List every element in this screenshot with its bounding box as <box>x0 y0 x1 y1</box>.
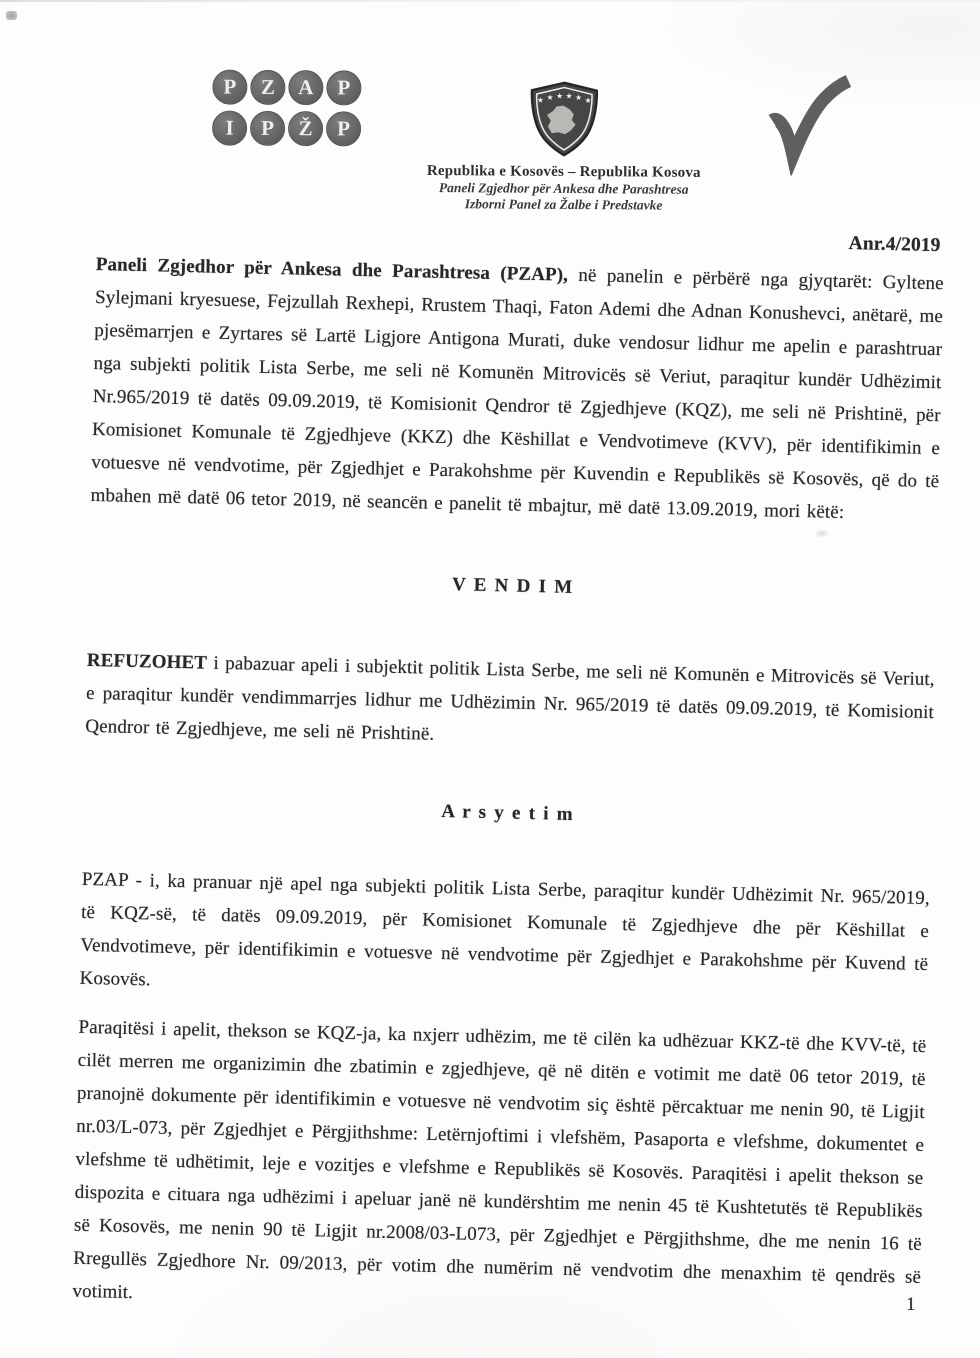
logo-letter-circle <box>212 110 247 145</box>
logo-letter-circle <box>250 70 285 105</box>
logo-letter-circle <box>288 111 323 146</box>
logo-letter: Z <box>260 74 275 99</box>
logo-letter-circle <box>250 111 285 146</box>
checkmark-icon <box>762 73 859 181</box>
reasoning-paragraph-1: PZAP - i, ka pranuar një apel nga subjekti politik Lista Serbe, paraqitur kundër Udhëzimit Nr. 965/2019, të KQZ-së, të datës 09.09.2019, për Komisionet Komunale të Zgjedhjeve dhe për Këshillat e Vendvotimeve, për identifikimin e votuesve në vendvotime për Zgjedhjet e Parakohshme për Kuvend të Kosovës. <box>79 868 930 991</box>
svg-text:★: ★ <box>565 91 573 101</box>
letterhead-panel-name-albanian: Paneli Zgjedhor për Ankesa dhe Parashtresa <box>438 180 689 197</box>
intro-paragraph-lead: Paneli Zgjedhor për Ankesa dhe Parashtresa (PZAP), <box>95 253 569 286</box>
logo-letter-circle <box>326 111 361 146</box>
logo-letter: Ž <box>298 116 313 141</box>
logo-letter: I <box>225 115 234 140</box>
letterhead-country-line: Republika e Kosovës – Republika Kosova <box>426 162 701 181</box>
logo-letter: P <box>337 116 351 141</box>
decision-paragraph-lead: REFUZOHET <box>86 649 208 674</box>
logo-letter-circle <box>326 70 361 105</box>
logo-letter-circle <box>212 69 247 104</box>
case-number: Anr.4/2019 <box>848 233 941 257</box>
logo-letter: A <box>298 75 314 100</box>
logo-letter-circle <box>288 70 323 105</box>
logo-letter: P <box>337 75 351 100</box>
intro-paragraph-text: në panelin e përbërë nga gjyqtarët: Gyltene Sylejmani kryesuese, Fejzullah Rexhepi, Rrustem Thaqi, Faton Ademi dhe Adnan Konushevci, anëtarë, me pjesëmarrjen e Zyrtares së Lartë Ligjore Antigona Murati, duke vendosur lidhur me apelin e parashtruar nga subjekti politik Lista Serbe, me seli në Komunën Mitrovicës së Veriut, paraqitur kundër Udhëzimit Nr.965/2019 të datës 09.09.2019, të Komisionit Qendror të Zgjedhjeve (KQZ), me seli në Prishtinë, për Komisionet Komunale të Zgjedhjeve (KKZ) dhe Këshillat e Vendvotimeve (KVV), për identifikimin e votuesve në vendvotime, për Zgjedhjet e Parakohshme për Kuvendin e Republikës së Kosovës, që do të mbahen më datë 06 tetor 2019, në seancën e panelit të mbajtur, më datë 13.09.2019, mori këtë: <box>90 264 944 524</box>
pzap-logo-row-1 <box>212 69 361 105</box>
page-number: 1 <box>906 1294 916 1315</box>
svg-text:★: ★ <box>584 95 592 105</box>
decision-paragraph <box>85 644 935 762</box>
svg-text:★: ★ <box>546 92 554 102</box>
svg-text:★: ★ <box>575 93 583 103</box>
svg-text:★: ★ <box>537 95 544 105</box>
svg-text:★: ★ <box>556 91 564 101</box>
letterhead-panel-name-serbian: Izborni Panel za Žalbe i Predstavke <box>464 196 663 213</box>
letterhead-center <box>399 79 730 214</box>
pzap-logo-icon <box>212 69 362 152</box>
reasoning-heading: A r s y e t i m <box>441 800 574 825</box>
reasoning-paragraph-2: Paraqitësi i apelit, thekson se KQZ-ja, ka nxjerr udhëzim, me të cilën ka udhëzuar KKZ-të dhe KVV-të, të cilët merren me organizimin dhe zbatimin e zgjedhjeve, që në ditën e votimit me datë 06 tetor 2019, të pranojnë dokumente për identifikimin e votuesve në vendvotim siç është përcaktuar me nenin 90, të Ligjit nr.03/L-073, për Zgjedhjet e Përgjithshme: Letërnjoftimi i vlefshëm, Pasaporta e vlefshme, dokumentet e vlefshme të udhëtimit, leje e vozitjes e vlefshme e Republikës së Kosovës. Paraqitësi i apelit thekson se dispozita e cituara nga udhëzimi i apeluar janë në kundërshtim me nenin 45 të Kushtetutës të Republikës së Kosovës, me nenin 90 të Ligjit nr.2008/03-L073, për Zgjedhjet e Përgjithshme, dhe me nenin 16 të Rregullës Zgjedhore Nr. 09/2013, për votim dhe numërim në vendvotim dhe menaxhim të qendrës së votimit. <box>72 1016 927 1304</box>
pzap-logo-row-2 <box>212 110 361 146</box>
logo-letter: P <box>261 115 275 140</box>
logo-letter: P <box>223 74 237 99</box>
intro-paragraph <box>90 248 944 531</box>
kosovo-coat-of-arms-icon <box>524 80 605 161</box>
decision-heading: V E N D I M <box>451 574 574 598</box>
document-body <box>72 214 945 1327</box>
letterhead <box>0 0 980 227</box>
decision-paragraph-text: i pabazuar apeli i subjektit politik Lista Serbe, me seli në Komunën e Mitrovicës së Veriut, e paraqitur kundër vendimmarrjes lidhur me Udhëzimin Nr. 965/2019 të datës 09.09.2019, të Komisionit Qendror të Zgjedhjeve, me seli në Prishtinë. <box>85 652 935 745</box>
